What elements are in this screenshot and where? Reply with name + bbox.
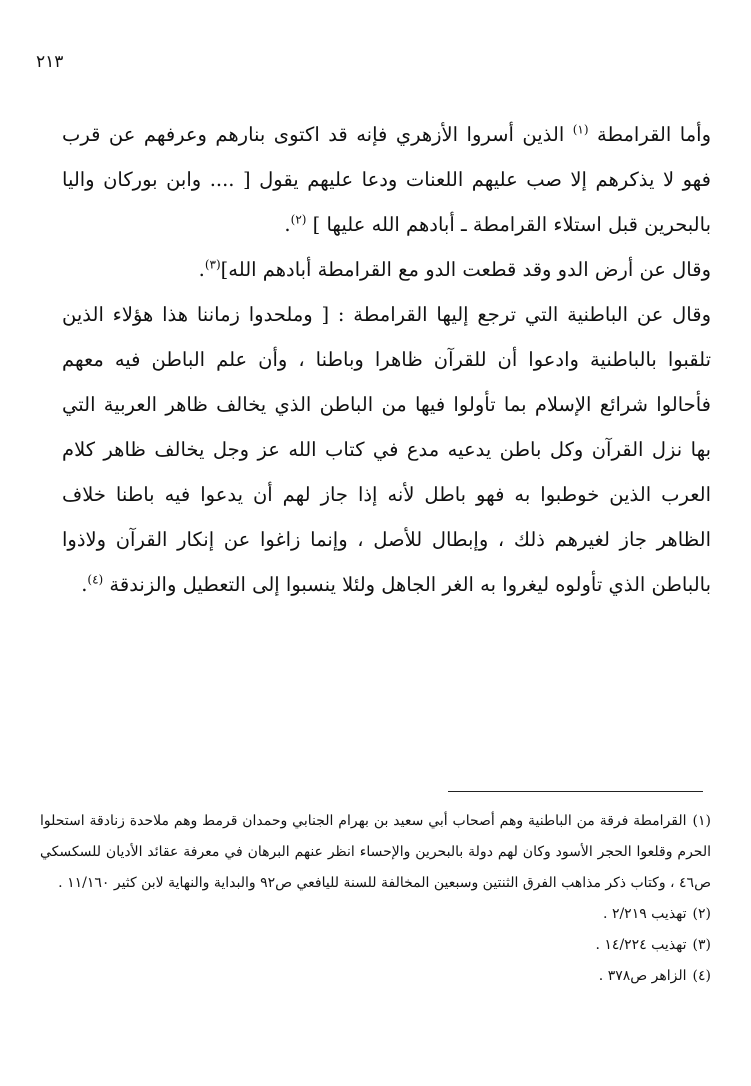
paragraph	[62, 247, 711, 292]
footnote-text: تهذيب ٢/٢١٩ .	[603, 906, 687, 922]
paragraph	[62, 112, 711, 247]
paragraph-text: وقال عن الباطنية التي ترجع إليها القرامطة : [ وملحدوا زماننا هذا هؤلاء الذين تلقبوا بالباطنية وادعوا أن للقرآن ظاهرا وباطنا ، وأن علم الباطن فيه معهم فأحالوا شرائع الإسلام بما تأولوا فيها من الباطن الذي يخالف ظاهر العربية التي بها نزل القرآن وكل باطن يدعيه مدع في كتاب الله عز وجل يخالف ظاهر كلام العرب الذين خوطبوا به فهو باطل لأنه إذا جاز لهم أن يدعوا فيه باطنا خلاف الظاهر جاز لغيرهم ذلك ، وإبطال للأصل ، وإنما زاغوا عن إنكار القرآن ولاذوا بالباطن الذي تأولوه ليغروا به الغر الجاهل ولئلا ينسبوا إلى التعطيل والزندقة	[62, 303, 711, 596]
footnote-divider	[448, 791, 703, 792]
paragraph-text: .	[284, 213, 291, 236]
footnotes	[40, 806, 711, 992]
footnote	[40, 961, 711, 992]
footnote	[40, 806, 711, 899]
footnote-ref: (١)	[572, 122, 589, 137]
paragraph-text: .	[198, 258, 205, 281]
footnote-ref: (٢)	[290, 212, 307, 227]
footnote	[40, 930, 711, 961]
footnote-number: (٤)	[692, 968, 711, 984]
footnote-text: الزاهر ص٣٧٨ .	[598, 968, 687, 984]
paragraph-text: .	[81, 573, 88, 596]
main-text	[62, 112, 711, 607]
footnote-number: (١)	[692, 813, 711, 829]
footnote-text: القرامطة فرقة من الباطنية وهم أصحاب أبي سعيد بن بهرام الجنابي وحمدان قرمط وهم ملاحدة زنادقة استحلوا الحرم وقلعوا الحجر الأسود وكان لهم دولة بالبحرين والإحساء انظر عنهم البرهان في معرفة عقائد الأديان للسكسكي ص٤٦ ، وكتاب ذكر مذاهب الفرق الثنتين وسبعين المخالفة للسنة لليافعي ص٩٢ والبداية والنهاية لابن كثير ١١/١٦٠ .	[40, 813, 711, 891]
page-number: ٢١٣	[36, 52, 64, 72]
footnote-text: تهذيب ١٤/٢٢٤ .	[595, 937, 687, 953]
paragraph-text: وقال عن أرض الدو وقد قطعت الدو مع القرامطة أبادهم الله]	[220, 258, 711, 281]
footnote-number: (٢)	[692, 906, 711, 922]
footnote	[40, 899, 711, 930]
paragraph-text: الذين أسروا الأزهري فإنه قد اكتوى بنارهم وعرفهم عن قرب فهو لا يذكرهم إلا صب عليهم اللعنات ودعا عليهم يقول [ .... وابن بوركان واليا بالبحرين قبل استلاء القرامطة ـ أبادهم الله عليها ]	[62, 123, 711, 236]
footnote-ref: (٤)	[87, 572, 104, 587]
paragraph-text: وأما القرامطة	[597, 123, 711, 146]
footnote-number: (٣)	[692, 937, 711, 953]
paragraph	[62, 292, 711, 607]
footnote-ref: (٣)	[204, 257, 221, 272]
